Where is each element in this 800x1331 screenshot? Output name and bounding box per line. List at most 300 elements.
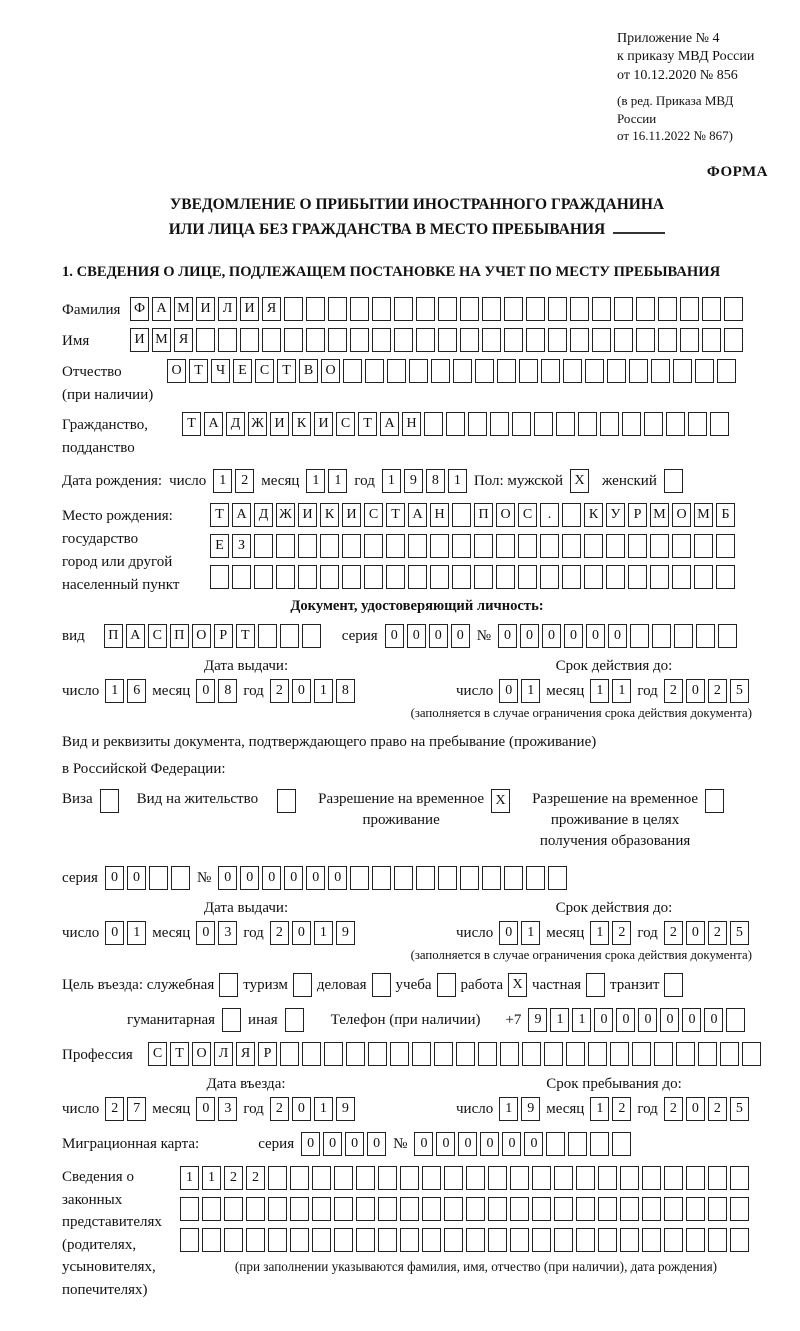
- form-cell: [664, 973, 683, 997]
- form-cell: [540, 565, 559, 589]
- form-cell: [224, 1228, 243, 1252]
- form-cell: [258, 624, 277, 648]
- name-cells: [130, 328, 743, 352]
- form-cell: Б: [716, 503, 735, 527]
- form-cell: [496, 565, 515, 589]
- form-cell: [254, 565, 273, 589]
- residence-doc-line1: Вид и реквизиты документа, подтверждающего право на пребывание (проживание): [62, 734, 597, 751]
- form-cell: [522, 1042, 541, 1066]
- purpose-official-checkbox: [219, 973, 238, 997]
- form-cell: Л: [218, 297, 237, 321]
- form-cell: [650, 565, 669, 589]
- doc-issue-day-cells: [105, 679, 146, 703]
- doc-valid-year-cells: [664, 679, 749, 703]
- form-cell: Л: [214, 1042, 233, 1066]
- form-cell: [475, 359, 494, 383]
- citizenship-label1: Гражданство,: [62, 416, 149, 433]
- form-cell: [400, 1197, 419, 1221]
- entry-date-heading: Дата въезда:: [206, 1076, 286, 1093]
- form-cell: Р: [258, 1042, 277, 1066]
- form-cell: [171, 866, 190, 890]
- purpose-row2: [127, 1008, 772, 1032]
- form-cell: 0: [240, 866, 259, 890]
- form-cell: [409, 359, 428, 383]
- form-cell: [695, 359, 714, 383]
- form-cell: [680, 328, 699, 352]
- form-cell: 2: [708, 1097, 727, 1121]
- city-label2: населенный пункт: [62, 576, 180, 593]
- form-cell: 9: [404, 469, 423, 493]
- form-cell: 7: [127, 1097, 146, 1121]
- form-cell: [246, 1197, 265, 1221]
- other-label: иная: [248, 1012, 278, 1029]
- res-valid-fields: [456, 921, 772, 945]
- form-cell: 1: [590, 1097, 609, 1121]
- form-cell: О: [321, 359, 340, 383]
- form-cell: [394, 297, 413, 321]
- phone-cells: [528, 1008, 745, 1032]
- business-label: деловая: [316, 977, 367, 994]
- form-cell: [202, 1197, 221, 1221]
- form-cell: 1: [521, 679, 540, 703]
- sex-male-label: Пол: мужской: [473, 473, 564, 490]
- form-cell: 1: [550, 1008, 569, 1032]
- form-cell: [422, 1197, 441, 1221]
- form-cell: [488, 1228, 507, 1252]
- form-cell: [512, 412, 531, 436]
- year-label: год: [354, 473, 375, 490]
- form-cell: [708, 1197, 727, 1221]
- form-cell: [636, 328, 655, 352]
- form-cell: [100, 789, 119, 813]
- form-cell: X: [508, 973, 527, 997]
- form-cell: [328, 297, 347, 321]
- form-cell: [372, 866, 391, 890]
- form-cell: 5: [730, 679, 749, 703]
- doc-valid-fields: [456, 679, 772, 703]
- form-cell: О: [672, 503, 691, 527]
- form-cell: [306, 297, 325, 321]
- form-cell: [658, 297, 677, 321]
- form-cell: 9: [336, 921, 355, 945]
- doc-issue-year-cells: [270, 679, 355, 703]
- form-cell: [730, 1166, 749, 1190]
- form-cell: [390, 1042, 409, 1066]
- form-cell: [368, 1042, 387, 1066]
- form-cell: [254, 534, 273, 558]
- study-label: учеба: [395, 977, 432, 994]
- form-cell: [676, 1042, 695, 1066]
- form-cell: 0: [292, 679, 311, 703]
- form-cell: Ж: [276, 503, 295, 527]
- form-cell: [636, 297, 655, 321]
- form-cell: [320, 565, 339, 589]
- form-cell: 0: [616, 1008, 635, 1032]
- form-cell: [302, 624, 321, 648]
- form-cell: [284, 328, 303, 352]
- form-cell: 0: [480, 1132, 499, 1156]
- form-cell: 0: [367, 1132, 386, 1156]
- form-cell: П: [104, 624, 123, 648]
- form-cell: [614, 328, 633, 352]
- form-cell: [438, 866, 457, 890]
- birthdate-label: Дата рождения:: [62, 473, 163, 490]
- purpose-row: [62, 973, 772, 997]
- purpose-humanitarian-checkbox: [222, 1008, 241, 1032]
- form-cell: 8: [218, 679, 237, 703]
- valid-note: (заполняется в случае ограничения срока действия документа): [410, 948, 752, 963]
- form-cell: Т: [358, 412, 377, 436]
- form-cell: [718, 624, 737, 648]
- form-cell: [592, 297, 611, 321]
- form-cell: 0: [284, 866, 303, 890]
- patronymic-label: Отчество: [62, 364, 122, 381]
- name-label: Имя: [62, 333, 90, 350]
- doc-number-cells: [498, 624, 737, 648]
- form-cell: 8: [426, 469, 445, 493]
- city-label1: город или другой: [62, 553, 173, 570]
- day-label: число: [169, 473, 207, 490]
- form-cell: [474, 534, 493, 558]
- form-cell: [540, 534, 559, 558]
- form-cell: 0: [502, 1132, 521, 1156]
- birthplace-cells-3: [210, 565, 735, 589]
- purpose-work-checkbox: [508, 973, 527, 997]
- entry-day-cells: [105, 1097, 146, 1121]
- stay-year-cells: [664, 1097, 749, 1121]
- form-cell: А: [126, 624, 145, 648]
- year-label: год: [637, 683, 658, 700]
- form-cell: [290, 1228, 309, 1252]
- form-cell: [702, 328, 721, 352]
- form-cell: [430, 534, 449, 558]
- form-cell: [378, 1197, 397, 1221]
- form-cell: [334, 1166, 353, 1190]
- form-cell: X: [491, 789, 510, 813]
- form-cell: [394, 866, 413, 890]
- citizenship-cells: [182, 412, 729, 436]
- profession-cells: [148, 1042, 761, 1066]
- form-cell: [364, 534, 383, 558]
- form-cell: А: [408, 503, 427, 527]
- stay-until-fields: [456, 1097, 772, 1121]
- form-cell: [408, 565, 427, 589]
- form-cell: [554, 1197, 573, 1221]
- form-cell: 0: [564, 624, 583, 648]
- valid-note: (заполняется в случае ограничения срока действия документа): [410, 706, 752, 721]
- form-cell: 0: [458, 1132, 477, 1156]
- form-cell: Т: [182, 412, 201, 436]
- form-cell: [642, 1166, 661, 1190]
- form-cell: 0: [520, 624, 539, 648]
- form-cell: 0: [542, 624, 561, 648]
- form-cell: [219, 973, 238, 997]
- form-cell: А: [204, 412, 223, 436]
- humanitarian-label: гуманитарная: [127, 1012, 216, 1029]
- profession-row: [62, 1042, 772, 1066]
- form-cell: [590, 1132, 609, 1156]
- form-cell: [548, 328, 567, 352]
- form-cell: [500, 1042, 519, 1066]
- form-cell: Т: [386, 503, 405, 527]
- form-cell: [453, 359, 472, 383]
- revision-line: (в ред. Приказа МВД России: [617, 93, 734, 126]
- form-cell: К: [292, 412, 311, 436]
- citizenship-label-block: [62, 412, 182, 458]
- edu-permit-checkbox: [705, 789, 724, 813]
- form-cell: 2: [270, 1097, 289, 1121]
- valid-until-heading: Срок действия до:: [555, 658, 673, 675]
- res-number-cells: [218, 866, 567, 890]
- form-cell: А: [232, 503, 251, 527]
- sex-female-checkbox: [664, 469, 683, 493]
- form-cell: 9: [521, 1097, 540, 1121]
- form-cell: [482, 297, 501, 321]
- form-cell: [698, 1042, 717, 1066]
- state-label: государство: [62, 531, 139, 548]
- form-cell: И: [240, 297, 259, 321]
- form-cell: [562, 534, 581, 558]
- form-cell: 1: [448, 469, 467, 493]
- form-cell: [240, 328, 259, 352]
- form-cell: [222, 1008, 241, 1032]
- form-cell: [246, 1228, 265, 1252]
- form-cell: [324, 1042, 343, 1066]
- form-cell: [673, 359, 692, 383]
- form-cell: 2: [224, 1166, 243, 1190]
- year-label: год: [243, 925, 264, 942]
- reps-cells-2: [180, 1197, 772, 1221]
- form-cell: [584, 565, 603, 589]
- form-cell: 0: [594, 1008, 613, 1032]
- revision-block: [617, 92, 772, 143]
- form-cell: [598, 1228, 617, 1252]
- form-cell: [642, 1228, 661, 1252]
- form-cell: [482, 866, 501, 890]
- form-cell: [346, 1042, 365, 1066]
- form-cell: [546, 1132, 565, 1156]
- form-cell: [526, 297, 545, 321]
- identity-doc-heading: Документ, удостоверяющий личность:: [290, 598, 544, 615]
- year-label: год: [243, 683, 264, 700]
- form-cell: У: [606, 503, 625, 527]
- form-cell: [534, 412, 553, 436]
- form-cell: 1: [382, 469, 401, 493]
- form-cell: [276, 534, 295, 558]
- birthplace-label-block: [62, 503, 210, 594]
- form-cell: [664, 469, 683, 493]
- residence-doc-text: [62, 729, 772, 783]
- form-cell: [416, 866, 435, 890]
- form-cell: О: [192, 624, 211, 648]
- residence-permit-label: Вид на жительство: [136, 791, 259, 808]
- form-cell: 0: [498, 624, 517, 648]
- form-cell: [456, 1042, 475, 1066]
- form-cell: Т: [189, 359, 208, 383]
- form-cell: [708, 1166, 727, 1190]
- residence-permit-item: [137, 789, 296, 813]
- phone-label: Телефон (при наличии): [330, 1012, 481, 1029]
- form-cell: [724, 328, 743, 352]
- form-cell: [180, 1228, 199, 1252]
- month-label: месяц: [546, 1101, 585, 1118]
- form-cell: 1: [314, 679, 333, 703]
- form-cell: [298, 565, 317, 589]
- form-cell: [576, 1228, 595, 1252]
- form-cell: [302, 1042, 321, 1066]
- patronymic-label-block: [62, 359, 167, 405]
- form-cell: [444, 1197, 463, 1221]
- form-cell: [416, 328, 435, 352]
- doc-kind-label: вид: [62, 628, 85, 645]
- form-cell: А: [152, 297, 171, 321]
- form-cell: 3: [218, 921, 237, 945]
- form-cell: [290, 1197, 309, 1221]
- month-label: месяц: [152, 925, 191, 942]
- birthplace-cells-2: [210, 534, 735, 558]
- form-cell: [452, 534, 471, 558]
- surname-cells: [130, 297, 743, 321]
- section1-heading: 1. СВЕДЕНИЯ О ЛИЦЕ, ПОДЛЕЖАЩЕМ ПОСТАНОВКЕ НА УЧЕТ ПО МЕСТУ ПРЕБЫВАНИЯ: [62, 264, 721, 281]
- temp-permit-checkbox: [491, 789, 510, 813]
- appendix-line: Приложение № 4: [617, 31, 720, 46]
- form-cell: Т: [170, 1042, 189, 1066]
- form-cell: [460, 297, 479, 321]
- form-cell: [446, 412, 465, 436]
- form-cell: 2: [664, 921, 683, 945]
- form-cell: [708, 1228, 727, 1252]
- form-cell: [588, 1042, 607, 1066]
- form-cell: [620, 1166, 639, 1190]
- day-label: число: [456, 683, 494, 700]
- birthplace-block: [62, 503, 772, 596]
- reps-label-line: усыновителях,: [62, 1259, 156, 1276]
- form-cell: [460, 866, 479, 890]
- form-cell: Т: [210, 503, 229, 527]
- form-cell: [716, 565, 735, 589]
- form-cell: [612, 1132, 631, 1156]
- form-cell: [280, 624, 299, 648]
- form-cell: [730, 1197, 749, 1221]
- form-cell: [328, 328, 347, 352]
- birthplace-cells-1: [210, 503, 735, 527]
- purpose-transit-checkbox: [664, 973, 683, 997]
- appendix-line: к приказу МВД России: [617, 49, 755, 65]
- form-cell: [674, 624, 693, 648]
- form-cell: О: [167, 359, 186, 383]
- form-cell: [497, 359, 516, 383]
- form-cell: [510, 1197, 529, 1221]
- form-cell: 1: [314, 921, 333, 945]
- form-cell: М: [694, 503, 713, 527]
- form-cell: [210, 565, 229, 589]
- form-cell: 0: [638, 1008, 657, 1032]
- form-cell: [466, 1166, 485, 1190]
- form-cell: 1: [180, 1166, 199, 1190]
- doc-issue-month-cells: [196, 679, 237, 703]
- res-issue-col: [62, 900, 430, 945]
- form-cell: Я: [174, 328, 193, 352]
- form-cell: [664, 1228, 683, 1252]
- form-cell: [422, 1166, 441, 1190]
- form-cell: [694, 565, 713, 589]
- form-cell: [434, 1042, 453, 1066]
- form-cell: С: [148, 1042, 167, 1066]
- entry-year-cells: [270, 1097, 355, 1121]
- form-cell: [628, 565, 647, 589]
- form-cell: 0: [499, 679, 518, 703]
- purpose-business-checkbox: [372, 973, 391, 997]
- form-cell: З: [232, 534, 251, 558]
- form-cell: С: [336, 412, 355, 436]
- form-cell: [504, 328, 523, 352]
- form-cell: [510, 1166, 529, 1190]
- migration-card-row: [62, 1132, 772, 1156]
- form-cell: [437, 973, 456, 997]
- form-cell: X: [570, 469, 589, 493]
- res-dates-section: [62, 900, 772, 945]
- day-label: число: [456, 925, 494, 942]
- form-cell: 1: [202, 1166, 221, 1190]
- form-cell: 0: [436, 1132, 455, 1156]
- form-cell: [628, 534, 647, 558]
- form-cell: [688, 412, 707, 436]
- form-cell: [496, 534, 515, 558]
- mig-number-label: №: [393, 1136, 408, 1153]
- form-cell: [276, 565, 295, 589]
- form-cell: [666, 412, 685, 436]
- doc-issue-fields: [62, 679, 430, 703]
- reps-label-line: (родителях,: [62, 1236, 137, 1253]
- form-cell: П: [170, 624, 189, 648]
- form-cell: 2: [664, 679, 683, 703]
- reps-label-line: представителях: [62, 1214, 162, 1231]
- res-valid-year-cells: [664, 921, 749, 945]
- edu-permit-item: [532, 789, 724, 852]
- form-cell: [672, 565, 691, 589]
- form-cell: [356, 1228, 375, 1252]
- birth-month-cells: [306, 469, 347, 493]
- name-row: [62, 328, 772, 352]
- form-cell: [262, 328, 281, 352]
- form-cell: [372, 297, 391, 321]
- doc-valid-month-cells: [590, 679, 631, 703]
- form-cell: [268, 1166, 287, 1190]
- form-cell: [293, 973, 312, 997]
- day-label: число: [62, 683, 100, 700]
- form-cell: [562, 503, 581, 527]
- form-cell: [606, 534, 625, 558]
- birthplace-label: Место рождения:: [62, 508, 173, 525]
- form-cell: 0: [105, 866, 124, 890]
- migration-card-label: Миграционная карта:: [62, 1136, 200, 1153]
- form-cell: [444, 1166, 463, 1190]
- form-cell: [218, 328, 237, 352]
- form-cell: [548, 866, 567, 890]
- form-cell: М: [152, 328, 171, 352]
- doc-kind-cells: [104, 624, 321, 648]
- month-label: месяц: [546, 683, 585, 700]
- form-cell: 0: [385, 624, 404, 648]
- form-cell: И: [298, 503, 317, 527]
- form-cell: [149, 866, 168, 890]
- form-cell: [394, 328, 413, 352]
- valid-until-heading: Срок действия до:: [555, 900, 673, 917]
- form-cell: [526, 866, 545, 890]
- form-cell: [642, 1197, 661, 1221]
- form-cell: [431, 359, 450, 383]
- form-cell: [452, 503, 471, 527]
